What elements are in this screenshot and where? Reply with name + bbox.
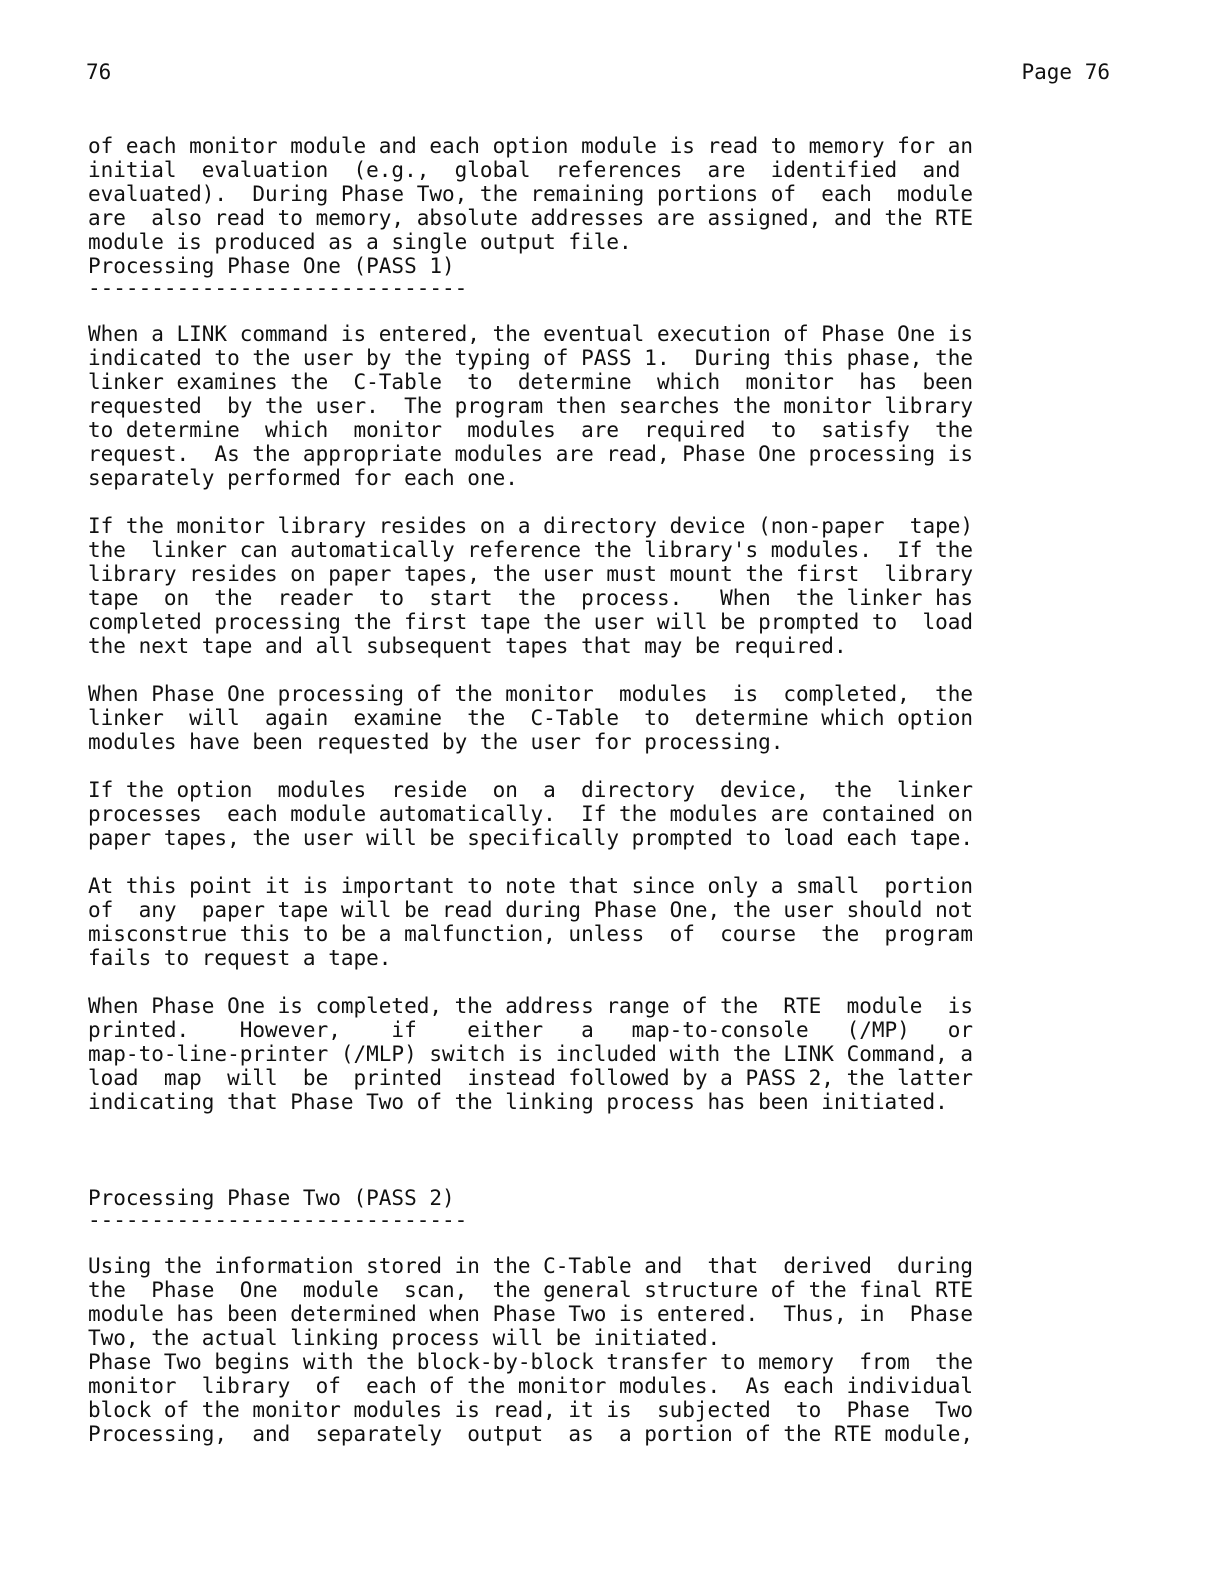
heading-underline: ------------------------------ — [88, 276, 468, 300]
section-heading-phase-one: Processing Phase One (PASS 1) — [88, 254, 455, 278]
paragraph: If the option modules reside on a directory device, the linker processes each module automatically. If the modules are contained on paper tapes, the user will be specifically prompted to load each tape. — [88, 778, 974, 850]
paragraph: At this point it is important to note that since only a small portion of any paper tape will be read during Phase One, the user should not misconstrue this to be a malfunction, unless of course the program fails to request a tape. — [88, 874, 974, 970]
page-number-left: 76 — [86, 60, 112, 84]
heading-underline: ------------------------------ — [88, 1208, 468, 1232]
paragraph: Using the information stored in the C-Table and that derived during the Phase One module scan, the general structure of the final RTE module has been determined when Phase Two is entered. Thus, in Phase Two, the actual linking process will be initiated. Phase Two begins with the block-by-block transfer to memory from the monitor library of each of the monitor modules. As each individual block of the monitor modules is read, it is subjected to Phase Two Processing, and separately output as a portion of the RTE module, — [88, 1254, 974, 1446]
paragraph: When Phase One is completed, the address range of the RTE module is printed. However, if either a map-to-console (/MP) or map-to-line-printer (/MLP) switch is included with the LINK Command, a load map will be printed instead followed by a PASS 2, the latter indicating that Phase Two of the linking process has been initiated. — [88, 994, 974, 1114]
page-number-right: Page 76 — [1021, 60, 1110, 84]
section-heading-phase-two: Processing Phase Two (PASS 2) — [88, 1186, 455, 1210]
page-content — [88, 134, 1080, 1446]
paragraph: If the monitor library resides on a directory device (non-paper tape) the linker can automatically reference the library's modules. If the library resides on paper tapes, the user must mount the first library tape on the reader to start the process. When the linker has completed processing the first tape the user will be prompted to load the next tape and all subsequent tapes that may be required. — [88, 514, 974, 658]
intro-paragraph: of each monitor module and each option module is read to memory for an initial evaluation (e.g., global references are identified and evaluated). During Phase Two, the remaining portions of each module are also read to memory, absolute addresses are assigned, and the RTE module is produced as a single output file. — [88, 134, 974, 254]
paragraph: When Phase One processing of the monitor modules is completed, the linker will again examine the C-Table to determine which option modules have been requested by the user for processing. — [88, 682, 974, 754]
paragraph: When a LINK command is entered, the eventual execution of Phase One is indicated to the user by the typing of PASS 1. During this phase, the linker examines the C-Table to determine which monitor has been requested by the user. The program then searches the monitor library to determine which monitor modules are required to satisfy the request. As the appropriate modules are read, Phase One processing is separately performed for each one. — [88, 322, 974, 490]
